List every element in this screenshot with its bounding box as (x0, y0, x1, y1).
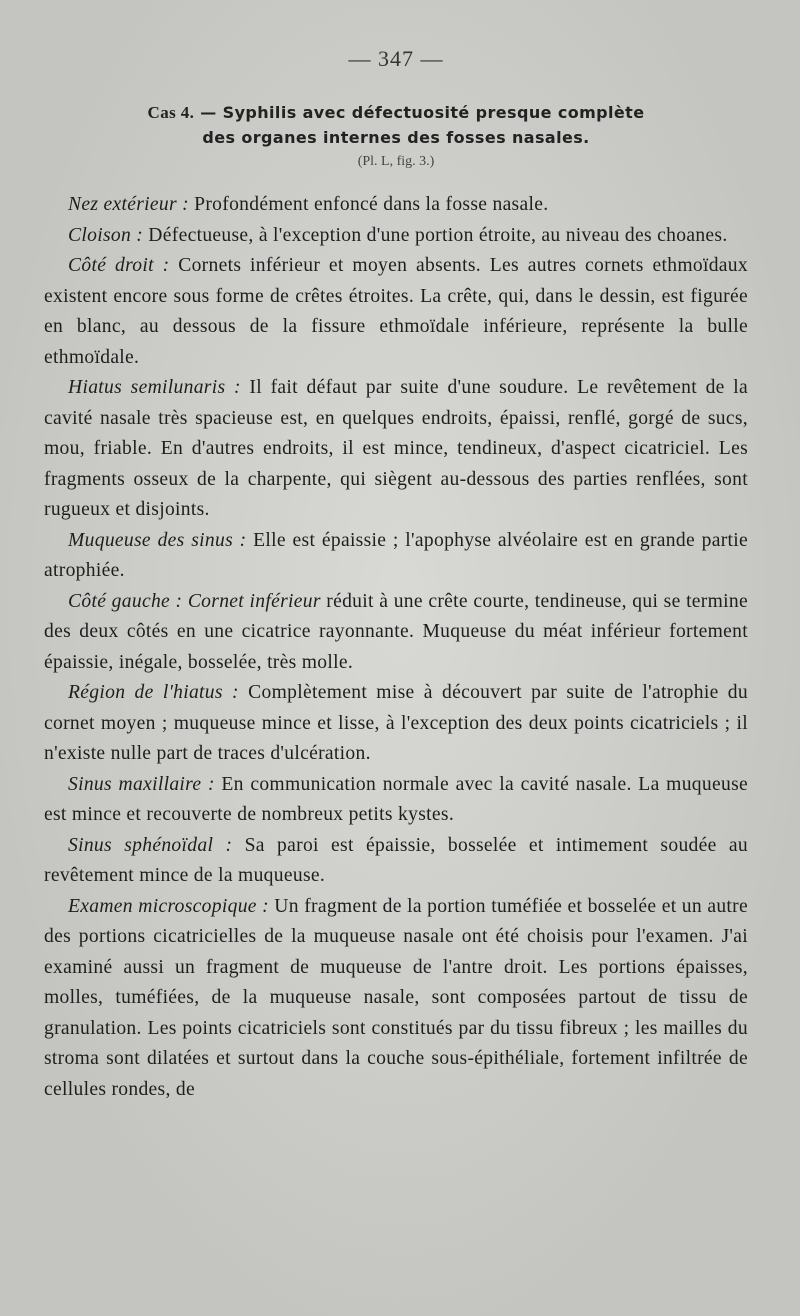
paragraph-cloison (44, 221, 748, 252)
paragraph-text: Un fragment de la portion tuméfiée et bosselée et un autre des portions cicatricielles de la muqueuse nasale ont été choisis pour l'examen. J'ai examiné aussi un fragment de muqueuse de l'antre droit. Les portions épaisses, molles, tuméfiées, de la muqueuse nasale, sont composées partout de tissu de granulation. Les points cicatriciels sont constitués par du tissu fibreux ; les mailles du stroma sont dilatées et surtout dans la couche sous-épithéliale, fortement infiltrée de cellules rondes, de (44, 895, 748, 1100)
page-number: — 347 — (348, 46, 444, 71)
paragraph-examen-microscopique (44, 892, 748, 1106)
case-label: Cas 4. (147, 103, 195, 122)
paragraph-sinus-sphenoidal (44, 831, 748, 892)
paragraph-text: Profondément enfoncé dans la fosse nasale. (188, 194, 549, 215)
case-title-line-1: Syphilis avec défectuosité presque complète (222, 103, 645, 122)
heading-dash: — (194, 103, 223, 122)
case-heading-line-2: des organes internes des fosses nasales. (202, 128, 590, 147)
paragraph-text: Sa paroi est épaissie, bosselée et intimement soudée au revêtement mince de la muqueuse. (44, 834, 749, 886)
paragraph-label: Cloison : (68, 224, 144, 246)
paragraph-label: Examen microscopique : (68, 895, 269, 917)
paragraph-text: Cornets inférieur et moyen absents. Les autres cornets ethmoïdaux existent encore sous forme de crêtes étroites. La crête, qui, dans le dessin, est figurée en blanc, au dessous de la fissure ethmoïdale inférieure, représente la bulle ethmoïdale. (44, 255, 748, 368)
paragraph-label: Côté droit : (68, 255, 170, 276)
paragraph-label: Sinus sphénoïdal : (68, 834, 233, 856)
paragraph-label: Muqueuse des sinus : (68, 529, 247, 551)
paragraph-cote-droit (44, 251, 748, 373)
paragraph-text: Défectueuse, à l'exception d'une portion étroite, au niveau des choanes. (143, 224, 728, 246)
paragraph-sinus-maxillaire (44, 770, 748, 831)
paragraph-text: Elle est épaissie ; l'apophyse alvéolaire est en grande partie atrophiée. (44, 529, 749, 581)
paragraph-text: Complètement mise à découvert par suite de l'atrophie du cornet moyen ; muqueuse mince et lisse, à l'exception des deux points cicatriciels ; il n'existe nulle part de traces d'ulcération. (44, 682, 748, 764)
paragraph-label: Région de l'hiatus : (68, 682, 239, 703)
paragraph-label: Hiatus semilunaris : (68, 377, 241, 398)
paragraph-label: Côté gauche : Cornet inférieur (68, 590, 321, 612)
paragraph-muqueuse-des-sinus (44, 526, 748, 587)
paragraph-nez-exterieur (44, 190, 748, 221)
paragraph-text: Il fait défaut par suite d'une soudure. Le revêtement de la cavité nasale très spacieuse est, en quelques endroits, épaissi, renflé, gorgé de sucs, mou, friable. En d'autres endroits, il est mince, tendineux, d'aspect cicatriciel. Les fragments osseux de la charpente, qui siègent au-dessous des parties renflées, sont rugueux et disjoints. (44, 377, 749, 520)
paragraph-text: réduit à une crête courte, tendineuse, qui se termine des deux côtés en une cicatrice rayonnante. Muqueuse du méat inférieur fortement épaissie, inégale, bosselée, très molle. (44, 590, 749, 673)
paragraph-region-hiatus (44, 678, 748, 770)
paragraph-cote-gauche (44, 587, 748, 679)
body-text (44, 190, 748, 1105)
paragraph-hiatus-semilunaris (44, 373, 748, 526)
paragraph-text: En communication normale avec la cavité nasale. La muqueuse est mince et recouverte de nombreux petits kystes. (44, 773, 748, 825)
plate-reference: (Pl. L, fig. 3.) (357, 154, 435, 169)
case-heading-line-1 (44, 100, 748, 125)
paragraph-label: Nez extérieur : (68, 194, 189, 215)
paragraph-label: Sinus maxillaire : (68, 773, 215, 795)
